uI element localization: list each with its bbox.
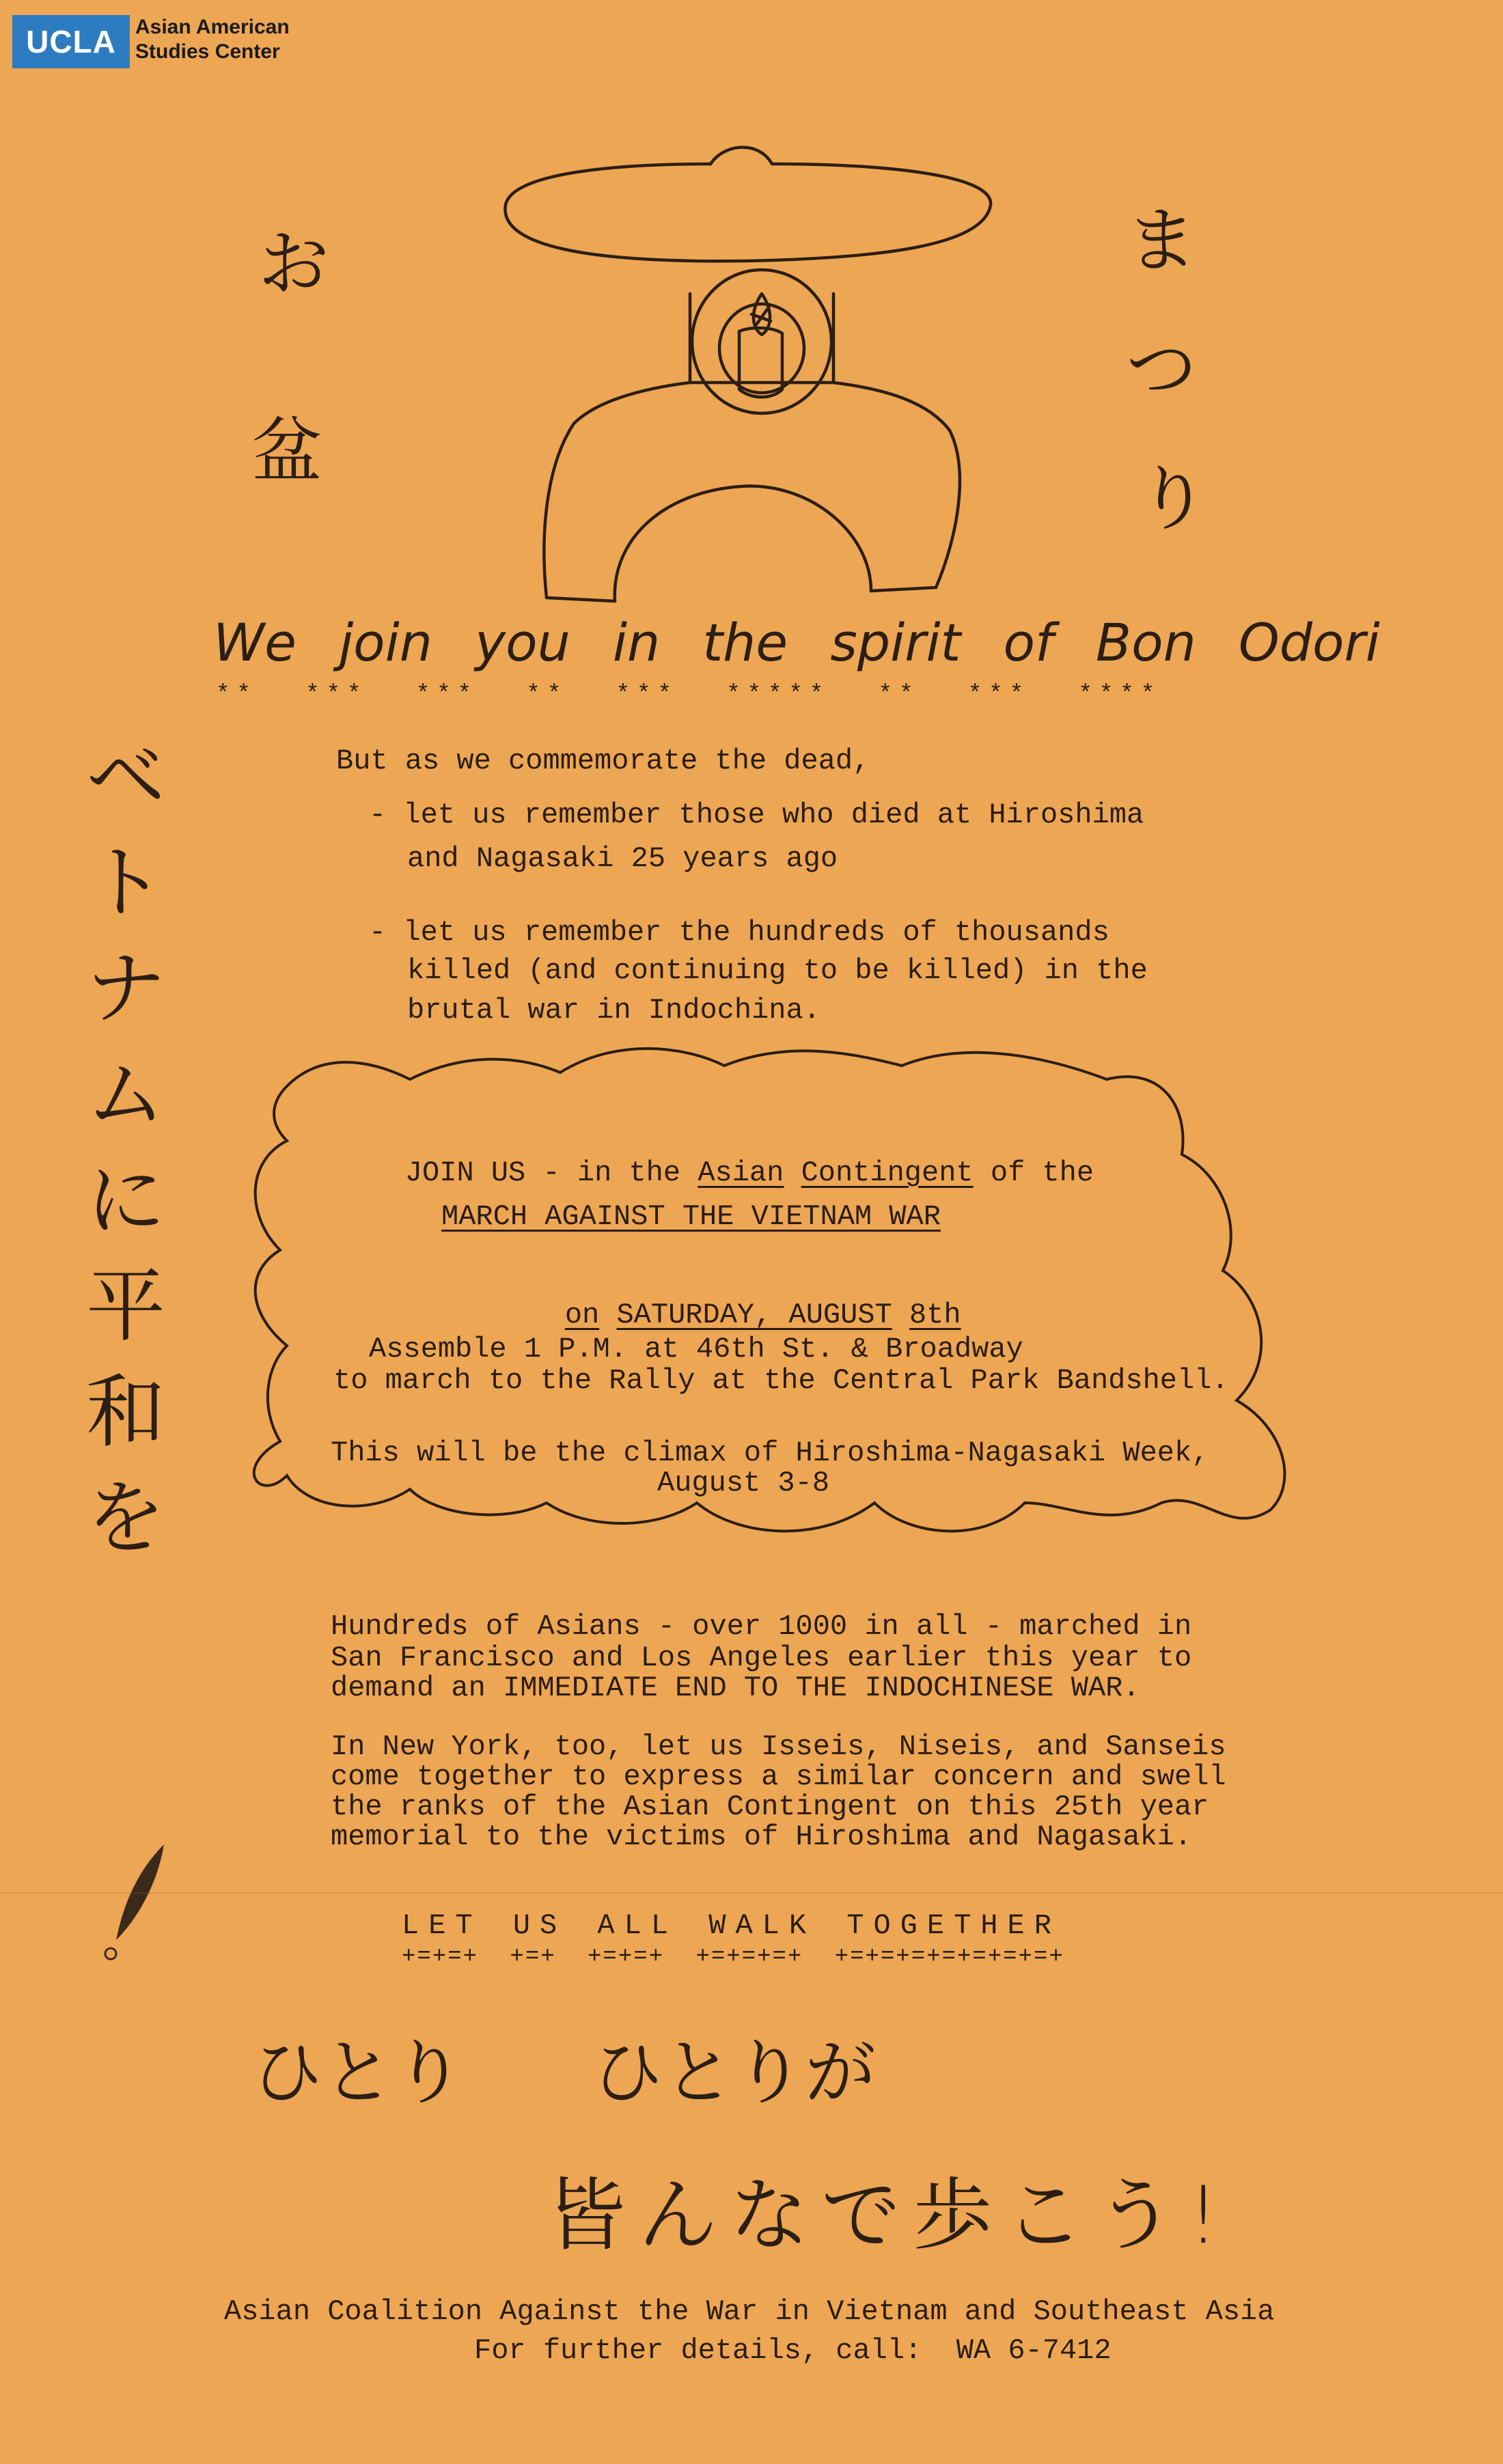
brush-drop-icon <box>96 1831 191 1967</box>
vertical-char-4: ム <box>86 1049 165 1141</box>
join-suffix: of the <box>973 1157 1094 1189</box>
date-on: on <box>564 1299 600 1331</box>
paper-fold-line <box>0 1892 1503 1894</box>
assemble-line2: to march to the Rally at the Central Park Bandshell. <box>333 1364 1229 1397</box>
intro-item2-line3: brutal war in Indochina. <box>407 994 821 1027</box>
join-contingent: Contingent <box>801 1157 974 1189</box>
ucla-badge[interactable]: UCLA <box>12 15 130 68</box>
vertical-char-3: ナ <box>86 943 165 1035</box>
body-p2-line1: In New York, too, let us Isseis, Niseis, and Sanseis <box>331 1730 1226 1763</box>
intro-item1-line1: - let us remember those who died at Hiroshima <box>369 799 1144 831</box>
intro-item1-line2: and Nagasaki 25 years ago <box>407 842 838 875</box>
vertical-char-6: 平 <box>86 1260 165 1353</box>
intro-line: But as we commemorate the dead, <box>336 745 870 777</box>
body-p2-line2: come together to express a similar concern and swell <box>331 1760 1226 1793</box>
star-row: ** *** *** ** *** ***** ** *** **** <box>216 682 1162 708</box>
date-day: SATURDAY, AUGUST <box>616 1299 892 1331</box>
hitori-hitori-line: ひとり ひとりが <box>251 2031 877 2114</box>
body-p1-line2: San Francisco and Los Angeles earlier this year to <box>331 1642 1192 1674</box>
flyer-page: UCLA Asian American Studies Center お 盆 ま つ り We join you in the spirit of Bon Odori ** *** *** ** *** ***** ** *** **** ベ ト ナ ム に 平 和 を But as we commemorate the dead, - let us remember those who died at Hiroshima and Nagasaki 25 years ago - let us remember the hundreds of thousands killed (and continuing to be killed) in the brutal war in Indochina. JOIN US - in the Asian Contingent of the MARCH AGAINST THE VIETNAM WAR on SATURDAY, AUGUST 8th Assemble 1 P.M. at 46th St. & Broadway to march to the Rally at the Central Park Bandshell. This will be the climax of Hiroshima-Nagasaki Week, August 3-8 Hundreds of Asians - over 1000 in all - marched in San Francisco and Los Angeles earlier this year to demand an IMMEDIATE END TO THE INDOCHINESE WAR. In New York, too, let us Isseis, Niseis, and Sanseis come together to express a similar concern and swell the ranks of the Asian Contingent on this 25th year memorial to the victims of Hiroshima and Nagasaki. LET US ALL WALK TOGETHER +=+=+ +=+ +=+=+ +=+=+=+ +=+=+=+=+=+=+=+ ひとり ひとりが 皆んなで歩こう! Asian Coalition Against the War in Vietnam and Southeast Asia For further details, call: WA 6-7412 <box>0 0 1503 2464</box>
assemble-line1: Assemble 1 P.M. at 46th St. & Broadway <box>369 1333 1023 1366</box>
intro-item2-line2: killed (and continuing to be killed) in the <box>407 954 1148 987</box>
footer-organization: Asian Coalition Against the War in Vietnam and Southeast Asia <box>224 2295 1275 2328</box>
intro-item2-line1: - let us remember the hundreds of thousands <box>369 916 1109 949</box>
body-p2-line4: memorial to the victims of Hiroshima and Nagasaki. <box>331 1821 1192 1853</box>
walk-together-marks: +=+=+ +=+ +=+=+ +=+=+=+ +=+=+=+=+=+=+=+ <box>402 1944 1064 1970</box>
vertical-char-7: 和 <box>86 1366 165 1458</box>
march-title: MARCH AGAINST THE VIETNAM WAR <box>441 1200 941 1233</box>
walk-together-heading: LET US ALL WALK TOGETHER <box>402 1909 1061 1942</box>
climax-line2: August 3-8 <box>657 1467 830 1499</box>
center-name-line2: Studies Center <box>135 40 280 63</box>
join-asian: Asian <box>698 1157 784 1189</box>
vertical-char-1: ベ <box>86 731 165 823</box>
vertical-char-5: に <box>86 1154 165 1247</box>
minna-de-arukou-line: 皆んなで歩こう! <box>547 2170 1232 2262</box>
date-num: 8th <box>909 1299 961 1331</box>
vertical-char-8: を <box>86 1472 165 1564</box>
body-p1-line3: demand an IMMEDIATE END TO THE INDOCHINESE WAR. <box>331 1672 1140 1704</box>
join-prefix: JOIN US - in the <box>404 1157 698 1189</box>
center-name-line1: Asian American <box>135 16 290 38</box>
footer-contact: For further details, call: WA 6-7412 <box>474 2334 1112 2367</box>
body-p2-line3: the ranks of the Asian Contingent on this 25th year <box>331 1790 1209 1823</box>
body-p1-line1: Hundreds of Asians - over 1000 in all - marched in <box>331 1610 1192 1643</box>
spirit-line: We join you in the spirit of Bon Odori <box>213 612 1380 673</box>
vertical-char-2: ト <box>86 837 165 929</box>
climax-line1: This will be the climax of Hiroshima-Nagasaki Week, <box>331 1437 1209 1469</box>
